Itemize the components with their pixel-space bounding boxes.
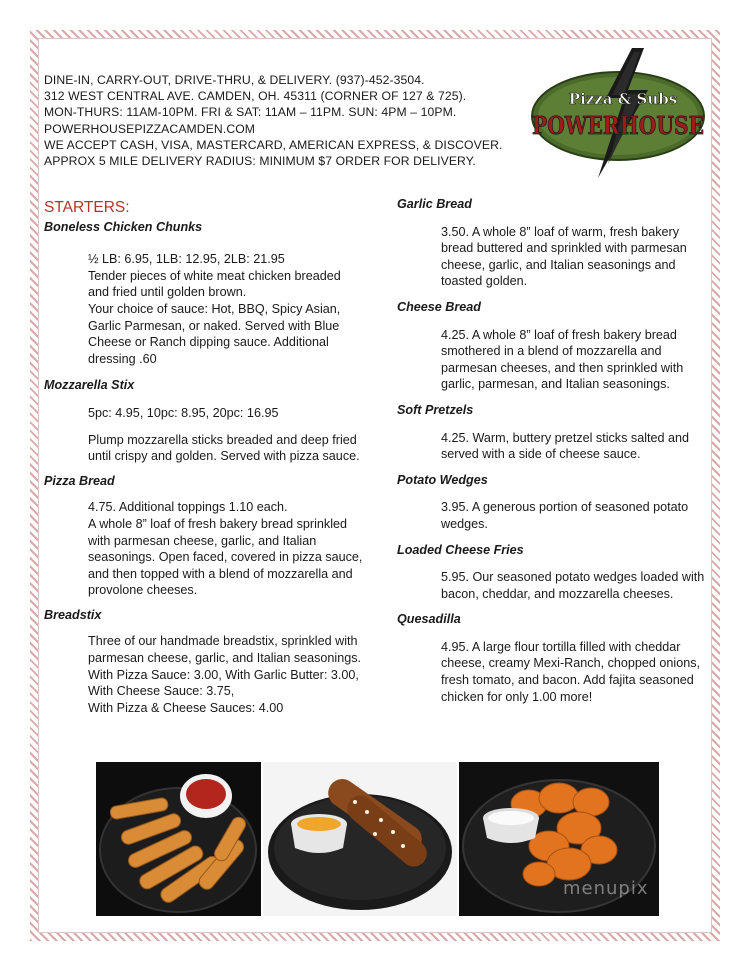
item-description: 5.95. Our seasoned potato wedges loaded with bacon, cheddar, and mozzarella cheeses. [441, 570, 705, 601]
info-line-address: 312 WEST CENTRAL AVE. CAMDEN, OH. 45311 (CORNER OF 127 & 725). [44, 89, 467, 104]
item-name: Quesadilla [397, 612, 461, 627]
info-line-hours: MON-THURS: 11AM-10PM. FRI & SAT: 11AM – 11PM. SUN: 4PM – 10PM. [44, 105, 457, 120]
powerhouse-logo [528, 46, 708, 181]
item-price: With Cheese Sauce: 3.75, [88, 684, 235, 699]
menu-item [397, 196, 707, 290]
info-line-payment: WE ACCEPT CASH, VISA, MASTERCARD, AMERICAN EXPRESS, & DISCOVER. [44, 137, 503, 152]
right-column [397, 196, 707, 713]
left-column [44, 200, 364, 724]
menu-item [44, 377, 364, 464]
info-line-delivery: APPROX 5 MILE DELIVERY RADIUS: MINIMUM $7 ORDER FOR DELIVERY. [44, 154, 476, 169]
item-description: Plump mozzarella sticks breaded and deep fried until crispy and golden. Served with pizza sauce. [88, 432, 360, 464]
item-description: Your choice of sauce: Hot, BBQ, Spicy Asian, Garlic Parmesan, or naked. Served with Blue Cheese or Ranch dipping sauce. Additional dressing .60 [88, 301, 341, 366]
restaurant-info [44, 72, 514, 169]
item-name: Pizza Bread [44, 473, 115, 488]
food-photos [96, 762, 657, 916]
menu-item [397, 402, 707, 463]
photo-soft-pretzels [263, 762, 457, 916]
logo-tagline: Pizza & Subs [568, 90, 678, 108]
item-name: Boneless Chicken Chunks [44, 219, 203, 234]
info-line-service: DINE-IN, CARRY-OUT, DRIVE-THRU, & DELIVERY. (937)-452-3504. [44, 73, 425, 87]
photo-mozzarella-sticks [96, 762, 261, 916]
item-price: With Pizza Sauce: 3.00, With Garlic Butter: 3.00, [88, 667, 359, 682]
item-price: 4.75. Additional toppings 1.10 each. [88, 500, 288, 515]
item-description: 4.25. A whole 8” loaf of fresh bakery bread smothered in a blend of mozzarella and parmesan cheeses, and then sprinkled with garlic, parmesan, and Italian seasonings. [441, 327, 684, 392]
menu-item [44, 473, 364, 599]
menu-item [397, 611, 707, 705]
item-price: ½ LB: 6.95, 1LB: 12.95, 2LB: 21.95 [88, 252, 285, 267]
item-description: 3.95. A generous portion of seasoned potato wedges. [441, 500, 689, 531]
menu-item [44, 219, 364, 368]
menu-item [397, 472, 707, 533]
menu-item [44, 607, 364, 717]
watermark: menupix [563, 878, 649, 899]
item-description: 4.25. Warm, buttery pretzel sticks salted and served with a side of cheese sauce. [441, 430, 690, 462]
item-name: Potato Wedges [397, 472, 488, 487]
menu-item [397, 299, 707, 393]
item-description: 4.95. A large flour tortilla filled with cheddar cheese, creamy Mexi-Ranch, chopped onions, fresh tomato, and bacon. Add fajita seasoned chicken for only 1.00 more! [441, 639, 701, 704]
item-name: Soft Pretzels [397, 402, 474, 417]
item-name: Cheese Bread [397, 299, 481, 314]
item-description: Three of our handmade breadstix, sprinkled with parmesan cheese, garlic, and Italian seasonings. [88, 634, 362, 666]
item-price: With Pizza & Cheese Sauces: 4.00 [88, 700, 284, 715]
logo-name: POWERHOUSE [532, 111, 704, 140]
item-name: Breadstix [44, 607, 102, 622]
section-title-starters: STARTERS: [44, 199, 130, 216]
item-price: 5pc: 4.95, 10pc: 8.95, 20pc: 16.95 [88, 405, 279, 420]
item-description: 3.50. A whole 8” loaf of warm, fresh bakery bread buttered and sprinkled with parmesan cheese, garlic, and Italian seasonings and toasted golden. [441, 224, 687, 289]
photo-boneless-chicken [459, 762, 659, 916]
info-line-website: POWERHOUSEPIZZACAMDEN.COM [44, 121, 256, 136]
menu-item [397, 542, 707, 603]
item-description: Tender pieces of white meat chicken breaded and fried until golden brown. [88, 268, 341, 300]
item-description: A whole 8” loaf of fresh bakery bread sprinkled with parmesan cheese, garlic, and Italian seasonings. Open faced, covered in pizza sauce, and then topped with a blend of mozzarella and provolone cheeses. [88, 516, 363, 598]
item-name: Garlic Bread [397, 197, 472, 211]
item-name: Mozzarella Stix [44, 378, 135, 393]
item-name: Loaded Cheese Fries [397, 542, 524, 557]
